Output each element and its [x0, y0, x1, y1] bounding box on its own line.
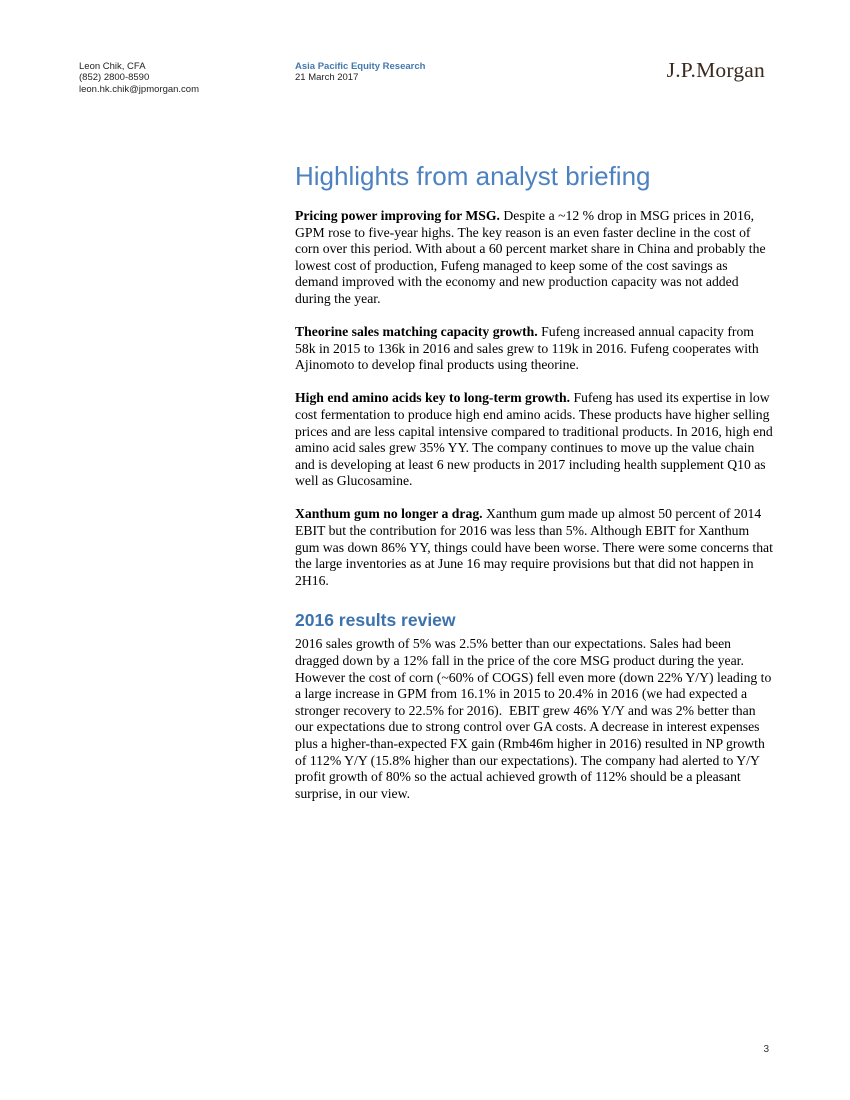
paragraph — [295, 390, 773, 490]
paragraph-text: Fufeng has used its expertise in low cost fermentation to produce high end amino acids. These products have higher selling prices and are less capital intensive compared to traditional products. In 2016, high end amino acid sales grew 35% YY. The company continues to move up the value chain and is developing at least 6 new products in 2017 including health supplement Q10 as well as Glucosamine. — [295, 390, 773, 489]
main-content — [295, 161, 773, 819]
paragraph-lead: Theorine sales matching capacity growth. — [295, 324, 538, 340]
paragraph-text: Despite a ~12 % drop in MSG prices in 2016, GPM rose to five-year highs. The key reason is an even faster decline in the cost of corn over this period. With about a 60 percent market share in China and probably the lowest cost of production, Fufeng managed to keep some of the cost savings as demand improved with the economy and new production capacity was not added during the year. — [295, 208, 766, 306]
paragraph-lead: High end amino acids key to long-term growth. — [295, 390, 571, 406]
paragraph — [295, 506, 773, 589]
analyst-contact-block — [79, 61, 199, 95]
paragraph-lead: Pricing power improving for MSG. — [295, 208, 500, 223]
page-number: 3 — [763, 1044, 769, 1055]
paragraph-text: Fufeng increased annual capacity from 58k in 2015 to 136k in 2016 and sales grew to 119k in 2016. Fufeng cooperates with Ajinomoto to develop final products using theorine. — [295, 324, 759, 373]
paragraph — [295, 324, 773, 374]
section-heading-2016-results-review: 2016 results review — [295, 610, 456, 631]
analyst-email: leon.hk.chik@jpmorgan.com — [79, 83, 200, 95]
paragraph — [295, 208, 773, 308]
publication-info-block — [295, 61, 425, 84]
section-body-paragraph: 2016 sales growth of 5% was 2.5% better than our expectations. Sales had been dragged down by a 12% fall in the price of the core MSG product during the year. However the cost of corn (~60% of COGS) fell even more (down 22% Y/Y) leading to a large increase in GPM from 16.1% in 2015 to 20.4% in 2016 (we had expected a stronger recovery to 22.5% for 2016). EBIT grew 46% Y/Y and was 2% better than our expectations due to strong control over GA costs. A decrease in interest expenses plus a higher-than-expected FX gain (Rmb46m higher in 2016) resulted in NP growth of 112% Y/Y (15.8% higher than our expectations). The company had alerted to Y/Y profit growth of 80% so the actual achieved growth of 112% should be a pleasant surprise, in our view. — [295, 636, 772, 801]
paragraph-text: Xanthum gum made up almost 50 percent of 2014 EBIT but the contribution for 2016 was less than 5%. Although EBIT for Xanthum gum was down 86% YY, things could have been worse. There were some concerns that the large inventories as at June 16 may require provisions but that did not happen in 2H16. — [295, 506, 773, 588]
jpmorgan-logo: J.P.Morgan — [666, 58, 765, 82]
analyst-name: Leon Chik, CFA — [79, 61, 146, 72]
page-title: Highlights from analyst briefing — [295, 161, 651, 191]
paragraph-lead: Xanthum gum no longer a drag. — [295, 506, 483, 522]
research-division: Asia Pacific Equity Research — [295, 61, 426, 72]
analyst-phone: (852) 2800-8590 — [79, 72, 150, 84]
publication-date: 21 March 2017 — [295, 72, 359, 84]
